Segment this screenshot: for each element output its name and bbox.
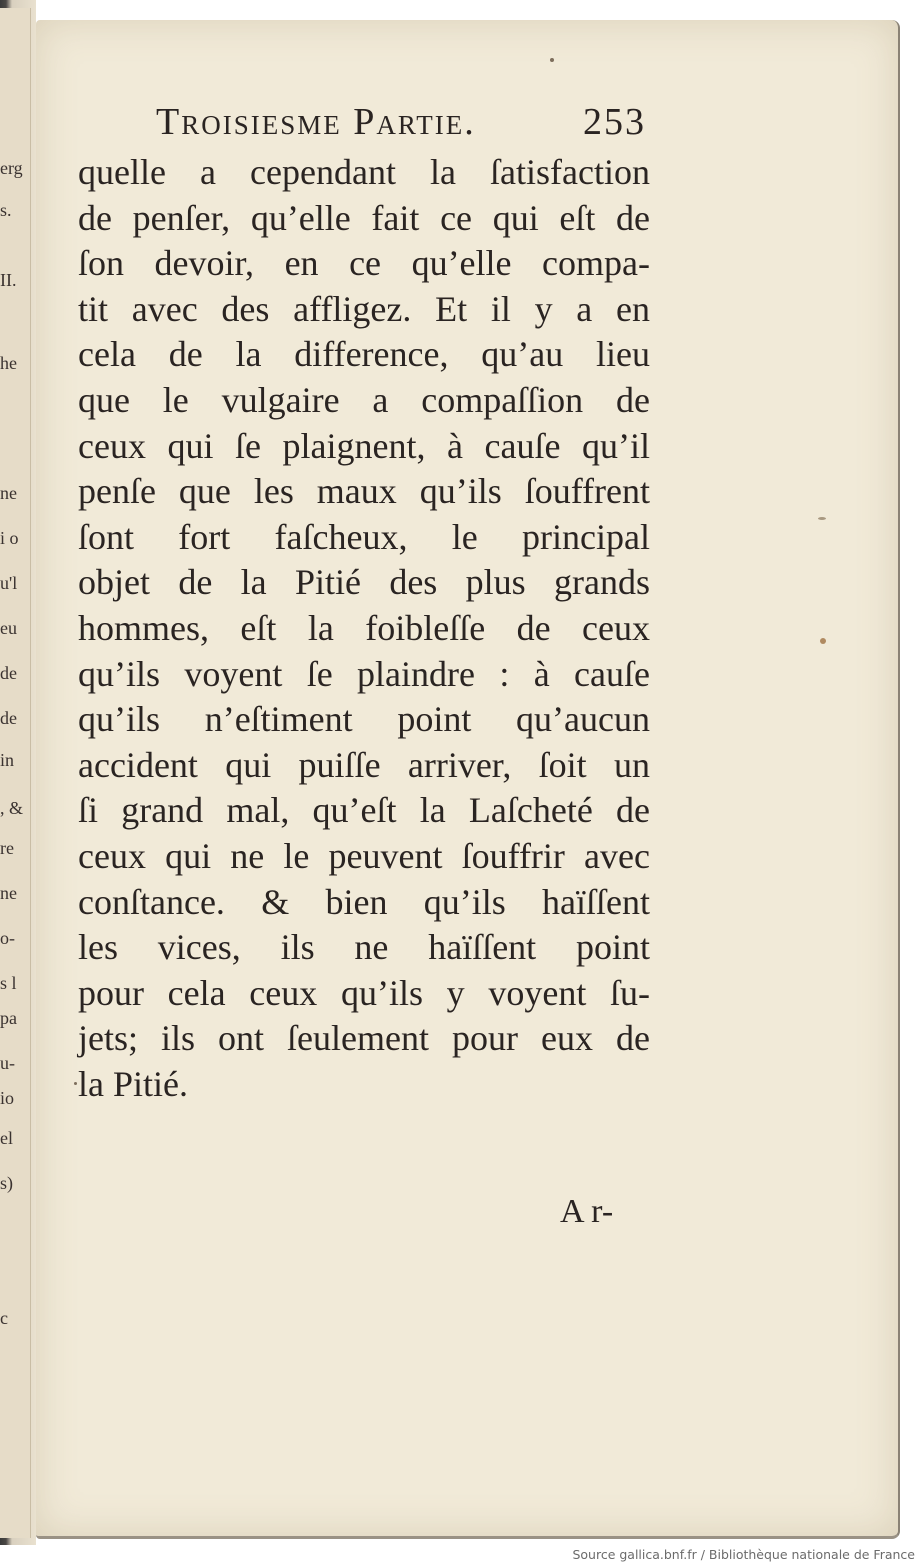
facing-page-fragment: eu — [0, 618, 17, 638]
text-line: hommes, eſt la foibleſſe de ceux — [78, 607, 650, 648]
facing-page-fragment: i o — [0, 528, 19, 548]
facing-page-fragment: de — [0, 708, 17, 728]
text-line: ſi grand mal, qu’eſt la Laſcheté de — [78, 790, 650, 831]
text-line: qu’ils n’eſtiment point qu’aucun — [78, 699, 650, 740]
facing-page-fragment: s. — [0, 200, 12, 220]
text-line: ſont fort faſcheux, le principal — [78, 516, 650, 557]
text-line: accident qui puiſſe arriver, ſoit un — [78, 744, 650, 785]
facing-page-fragment: u'l — [0, 573, 18, 593]
left-page-edge — [0, 8, 31, 1538]
ink-speck — [550, 58, 554, 62]
facing-page-fragment: , & — [0, 798, 24, 818]
ink-speck — [74, 1082, 77, 1085]
text-line: les vices, ils ne haïſſent point — [78, 927, 650, 968]
facing-page-fragment: ne — [0, 483, 17, 503]
page-number: 253 — [583, 101, 646, 143]
text-line: quelle a cependant la ſatisfaction — [78, 152, 650, 192]
text-line: tit avec des affligez. Et il y a en — [78, 288, 650, 329]
facing-page-fragment: el — [0, 1128, 13, 1148]
facing-page-fragment: s) — [0, 1173, 13, 1193]
facing-page-fragment: pa — [0, 1008, 17, 1028]
ink-speck — [820, 638, 826, 644]
facing-page-fragment: s l — [0, 973, 17, 993]
text-line: penſe que les maux qu’ils ſouffrent — [78, 471, 650, 512]
text-line: la Pitié. — [78, 1063, 188, 1104]
facing-page-fragment: o- — [0, 928, 15, 948]
text-line: jets; ils ont ſeulement pour eux de — [78, 1018, 650, 1059]
catchword: A r- — [560, 1193, 614, 1230]
text-line: de penſer, qu’elle fait ce qui eſt de — [78, 197, 650, 238]
facing-page-fragment: de — [0, 663, 17, 683]
running-head — [156, 100, 646, 144]
facing-page-fragment: ne — [0, 883, 17, 903]
body-text — [78, 150, 650, 1107]
facing-page-fragment: in — [0, 750, 15, 770]
text-line: ſon devoir, en ce qu’elle compa- — [78, 243, 650, 284]
facing-page-fragment: c — [0, 1308, 8, 1328]
facing-page-fragment: erg — [0, 158, 23, 178]
facing-page-fragment: io — [0, 1088, 15, 1108]
text-line: qu’ils voyent ſe plaindre : à cauſe — [78, 653, 650, 694]
facing-page-fragment: re — [0, 838, 14, 858]
ink-speck — [818, 517, 826, 520]
facing-page-fragment: II. — [0, 270, 17, 290]
text-line: conſtance. & bien qu’ils haïſſent — [78, 881, 650, 922]
text-line: que le vulgaire a compaſſion de — [78, 379, 650, 420]
running-head-title: Troisiesme Partie. — [156, 101, 476, 143]
facing-page-fragment: u- — [0, 1053, 15, 1073]
text-line: cela de la difference, qu’au lieu — [78, 334, 650, 375]
text-line: pour cela ceux qu’ils y voyent ſu- — [78, 972, 650, 1013]
text-line: ceux qui ſe plaignent, à cauſe qu’il — [78, 425, 650, 466]
text-line: objet de la Pitié des plus grands — [78, 562, 650, 603]
text-line: ceux qui ne le peuvent ſouffrir avec — [78, 835, 650, 876]
source-credit: Source gallica.bnf.fr / Bibliothèque nationale de France — [572, 1547, 915, 1562]
facing-page-fragment: he — [0, 353, 17, 373]
